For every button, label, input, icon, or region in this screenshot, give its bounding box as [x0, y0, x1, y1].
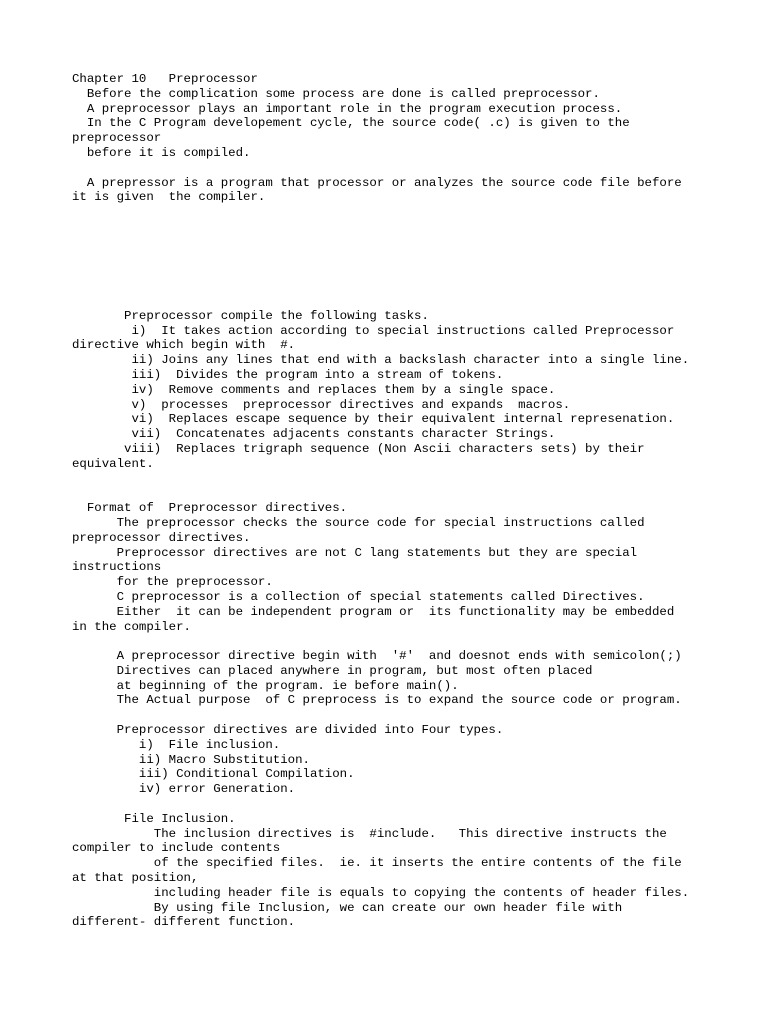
types-heading: Preprocessor directives are divided into Four types. [72, 723, 504, 738]
format-heading: Format of Preprocessor directives. [72, 501, 348, 516]
format-line: preprocessor directives. [72, 530, 251, 545]
directive-line: A preprocessor directive begin with '#' and doesnot ends with semicolon(;) [72, 649, 682, 664]
task-line: vii) Concatenates adjacents constants character Strings. [72, 427, 556, 442]
blank-space [72, 205, 698, 309]
format-line: Preprocessor directives are not C lang statements but they are special [72, 545, 638, 560]
task-line: viii) Replaces trigraph sequence (Non Ascii characters sets) by their [72, 441, 645, 456]
task-line: directive which begin with #. [72, 338, 296, 353]
type-item: i) File inclusion. [72, 737, 281, 752]
format-line: instructions [72, 560, 162, 575]
task-line: vi) Replaces escape sequence by their equivalent internal represenation. [72, 412, 675, 427]
tasks-heading: Preprocessor compile the following tasks. [72, 308, 429, 323]
file-inclusion-line: By using file Inclusion, we can create our own header file with [72, 900, 623, 915]
format-line: C preprocessor is a collection of special statements called Directives. [72, 589, 645, 604]
file-inclusion-line: compiler to include contents [72, 841, 281, 856]
task-line: iii) Divides the program into a stream of tokens. [72, 367, 504, 382]
definition-line: A prepressor is a program that processor or analyzes the source code file before [72, 175, 682, 190]
intro-line: preprocessor [72, 131, 162, 146]
directive-line: at beginning of the program. ie before main(). [72, 678, 459, 693]
document-page [72, 72, 698, 930]
file-inclusion-line: at that position, [72, 871, 199, 886]
chapter-heading: Chapter 10 Preprocessor [72, 72, 258, 86]
directive-line: Directives can placed anywhere in program, but most often placed [72, 663, 593, 678]
directive-line: The Actual purpose of C preprocess is to expand the source code or program. [72, 693, 682, 708]
file-inclusion-line: different- different function. [72, 915, 296, 930]
format-line: for the preprocessor. [72, 575, 273, 590]
task-line: ii) Joins any lines that end with a backslash character into a single line. [72, 353, 690, 368]
task-line: equivalent. [72, 456, 154, 471]
type-item: iii) Conditional Compilation. [72, 767, 355, 782]
blank-line [72, 634, 698, 649]
blank-line [72, 161, 698, 176]
type-item: iv) error Generation. [72, 782, 296, 797]
file-inclusion-line: The inclusion directives is #include. This directive instructs the [72, 826, 667, 841]
file-inclusion-heading: File Inclusion. [72, 811, 236, 826]
format-line: in the compiler. [72, 619, 191, 634]
type-item: ii) Macro Substitution. [72, 752, 310, 767]
task-line: v) processes preprocessor directives and expands macros. [72, 397, 571, 412]
intro-line: Before the complication some process are done is called preprocessor. [72, 86, 600, 101]
format-line: The preprocessor checks the source code for special instructions called [72, 515, 645, 530]
task-line: iv) Remove comments and replaces them by a single space. [72, 382, 556, 397]
definition-line: it is given the compiler. [72, 190, 266, 205]
blank-line [72, 472, 698, 487]
file-inclusion-line: including header file is equals to copying the contents of header files. [72, 885, 690, 900]
task-line: i) It takes action according to special instructions called Preprocessor [72, 323, 675, 338]
blank-line [72, 797, 698, 812]
intro-line: A preprocessor plays an important role in the program execution process. [72, 101, 623, 116]
blank-line [72, 486, 698, 501]
format-line: Either it can be independent program or its functionality may be embedded [72, 604, 675, 619]
intro-line: before it is compiled. [72, 145, 251, 160]
intro-line: In the C Program developement cycle, the source code( .c) is given to the [72, 116, 630, 131]
file-inclusion-line: of the specified files. ie. it inserts the entire contents of the file [72, 856, 682, 871]
blank-line [72, 708, 698, 723]
